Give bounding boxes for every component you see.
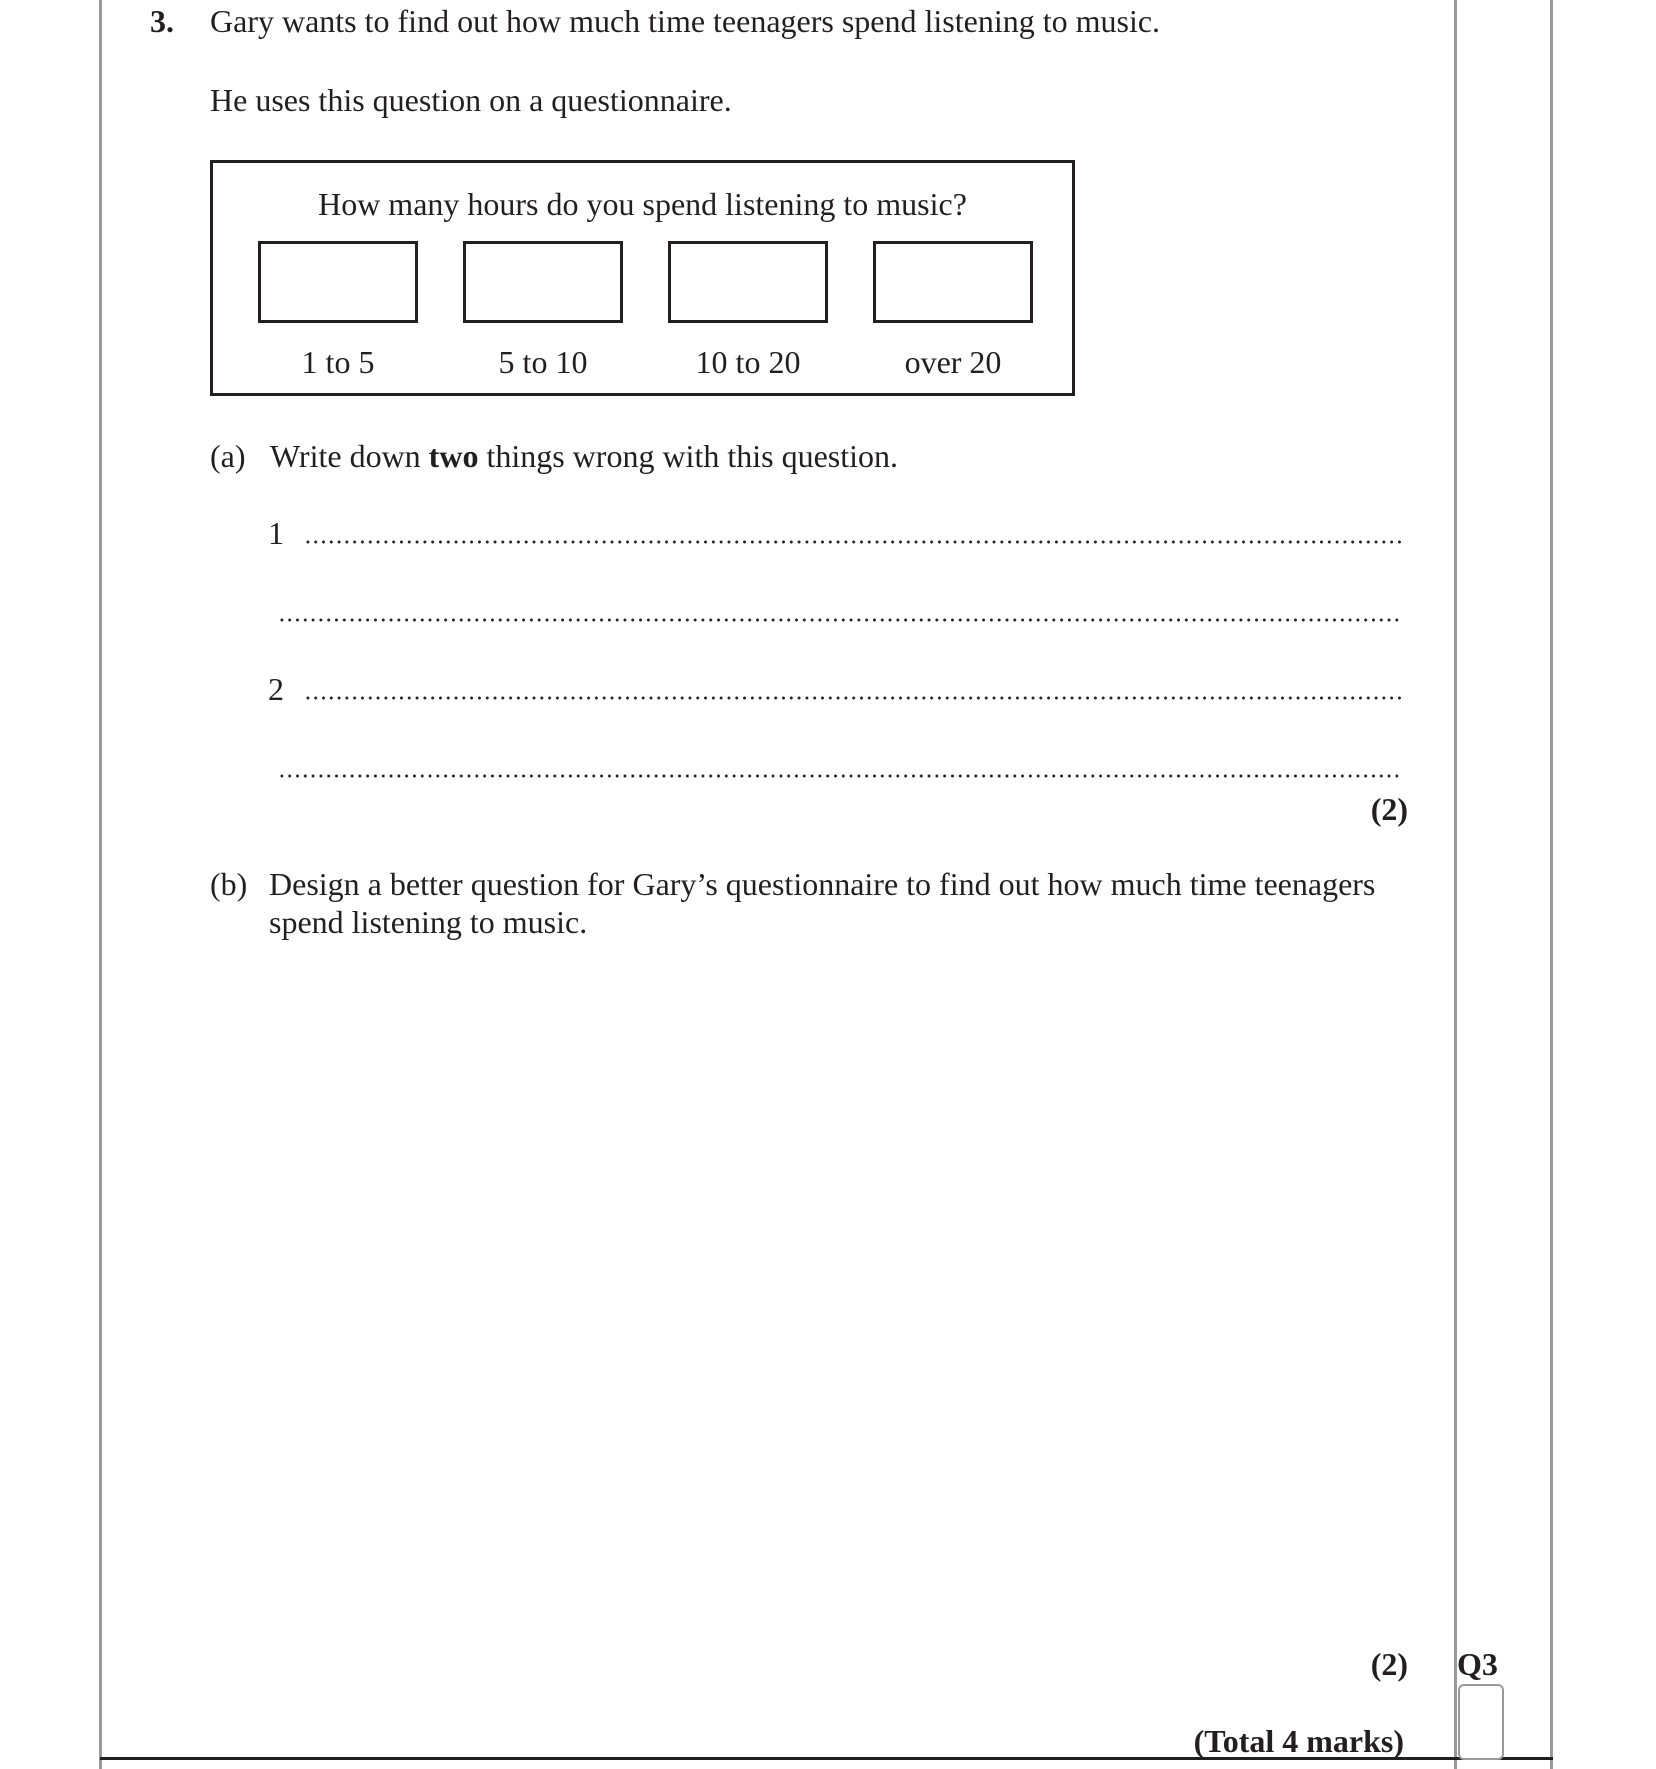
option-label: 5 to 10 bbox=[498, 344, 588, 380]
page-right-border bbox=[1550, 0, 1553, 1769]
part-a-label: (a) bbox=[210, 438, 246, 474]
answer-2-line[interactable] bbox=[304, 696, 1401, 700]
part-a-text-after: things wrong with this question. bbox=[478, 438, 898, 474]
option-label: 1 to 5 bbox=[301, 344, 375, 380]
part-b-answer-area[interactable] bbox=[269, 960, 1409, 1600]
total-marks: (Total 4 marks) bbox=[1193, 1723, 1404, 1759]
question-intro: Gary wants to find out how much time teenagers spend listening to music. bbox=[210, 3, 1161, 39]
marker-question-label: Q3 bbox=[1457, 1646, 1498, 1682]
page-left-border bbox=[99, 0, 102, 1769]
tick-box[interactable] bbox=[463, 241, 623, 323]
marks-margin-line bbox=[1454, 0, 1457, 1769]
option-10-to-20 bbox=[668, 241, 828, 381]
answer-1-number: 1 bbox=[268, 515, 284, 551]
part-a-text-before: Write down bbox=[270, 438, 429, 474]
part-b-marks: (2) bbox=[1370, 1646, 1408, 1682]
option-label: 10 to 20 bbox=[695, 344, 801, 380]
option-label: over 20 bbox=[904, 344, 1002, 380]
part-a-instruction bbox=[270, 437, 898, 475]
answer-2-continuation-line[interactable] bbox=[278, 774, 1401, 778]
questionnaire-prompt: How many hours do you spend listening to music? bbox=[318, 186, 967, 222]
answer-1-continuation-line[interactable] bbox=[278, 618, 1401, 622]
option-over-20 bbox=[873, 241, 1033, 381]
question-sub-intro: He uses this question on a questionnaire. bbox=[210, 82, 732, 118]
tick-box[interactable] bbox=[668, 241, 828, 323]
part-a-marks: (2) bbox=[1370, 791, 1408, 827]
marker-score-box bbox=[1458, 1684, 1504, 1760]
tick-box[interactable] bbox=[258, 241, 418, 323]
answer-1-line[interactable] bbox=[304, 540, 1401, 544]
answer-2-number: 2 bbox=[268, 671, 284, 707]
option-5-to-10 bbox=[463, 241, 623, 381]
option-1-to-5 bbox=[258, 241, 418, 381]
question-number: 3. bbox=[150, 3, 174, 39]
tick-box[interactable] bbox=[873, 241, 1033, 323]
part-b-instruction: Design a better question for Gary’s questionnaire to find out how much time teenagers spend listening to music. bbox=[269, 866, 1376, 940]
questionnaire-box bbox=[210, 160, 1075, 396]
part-b-label: (b) bbox=[210, 866, 248, 902]
part-a-text-bold: two bbox=[428, 438, 479, 474]
